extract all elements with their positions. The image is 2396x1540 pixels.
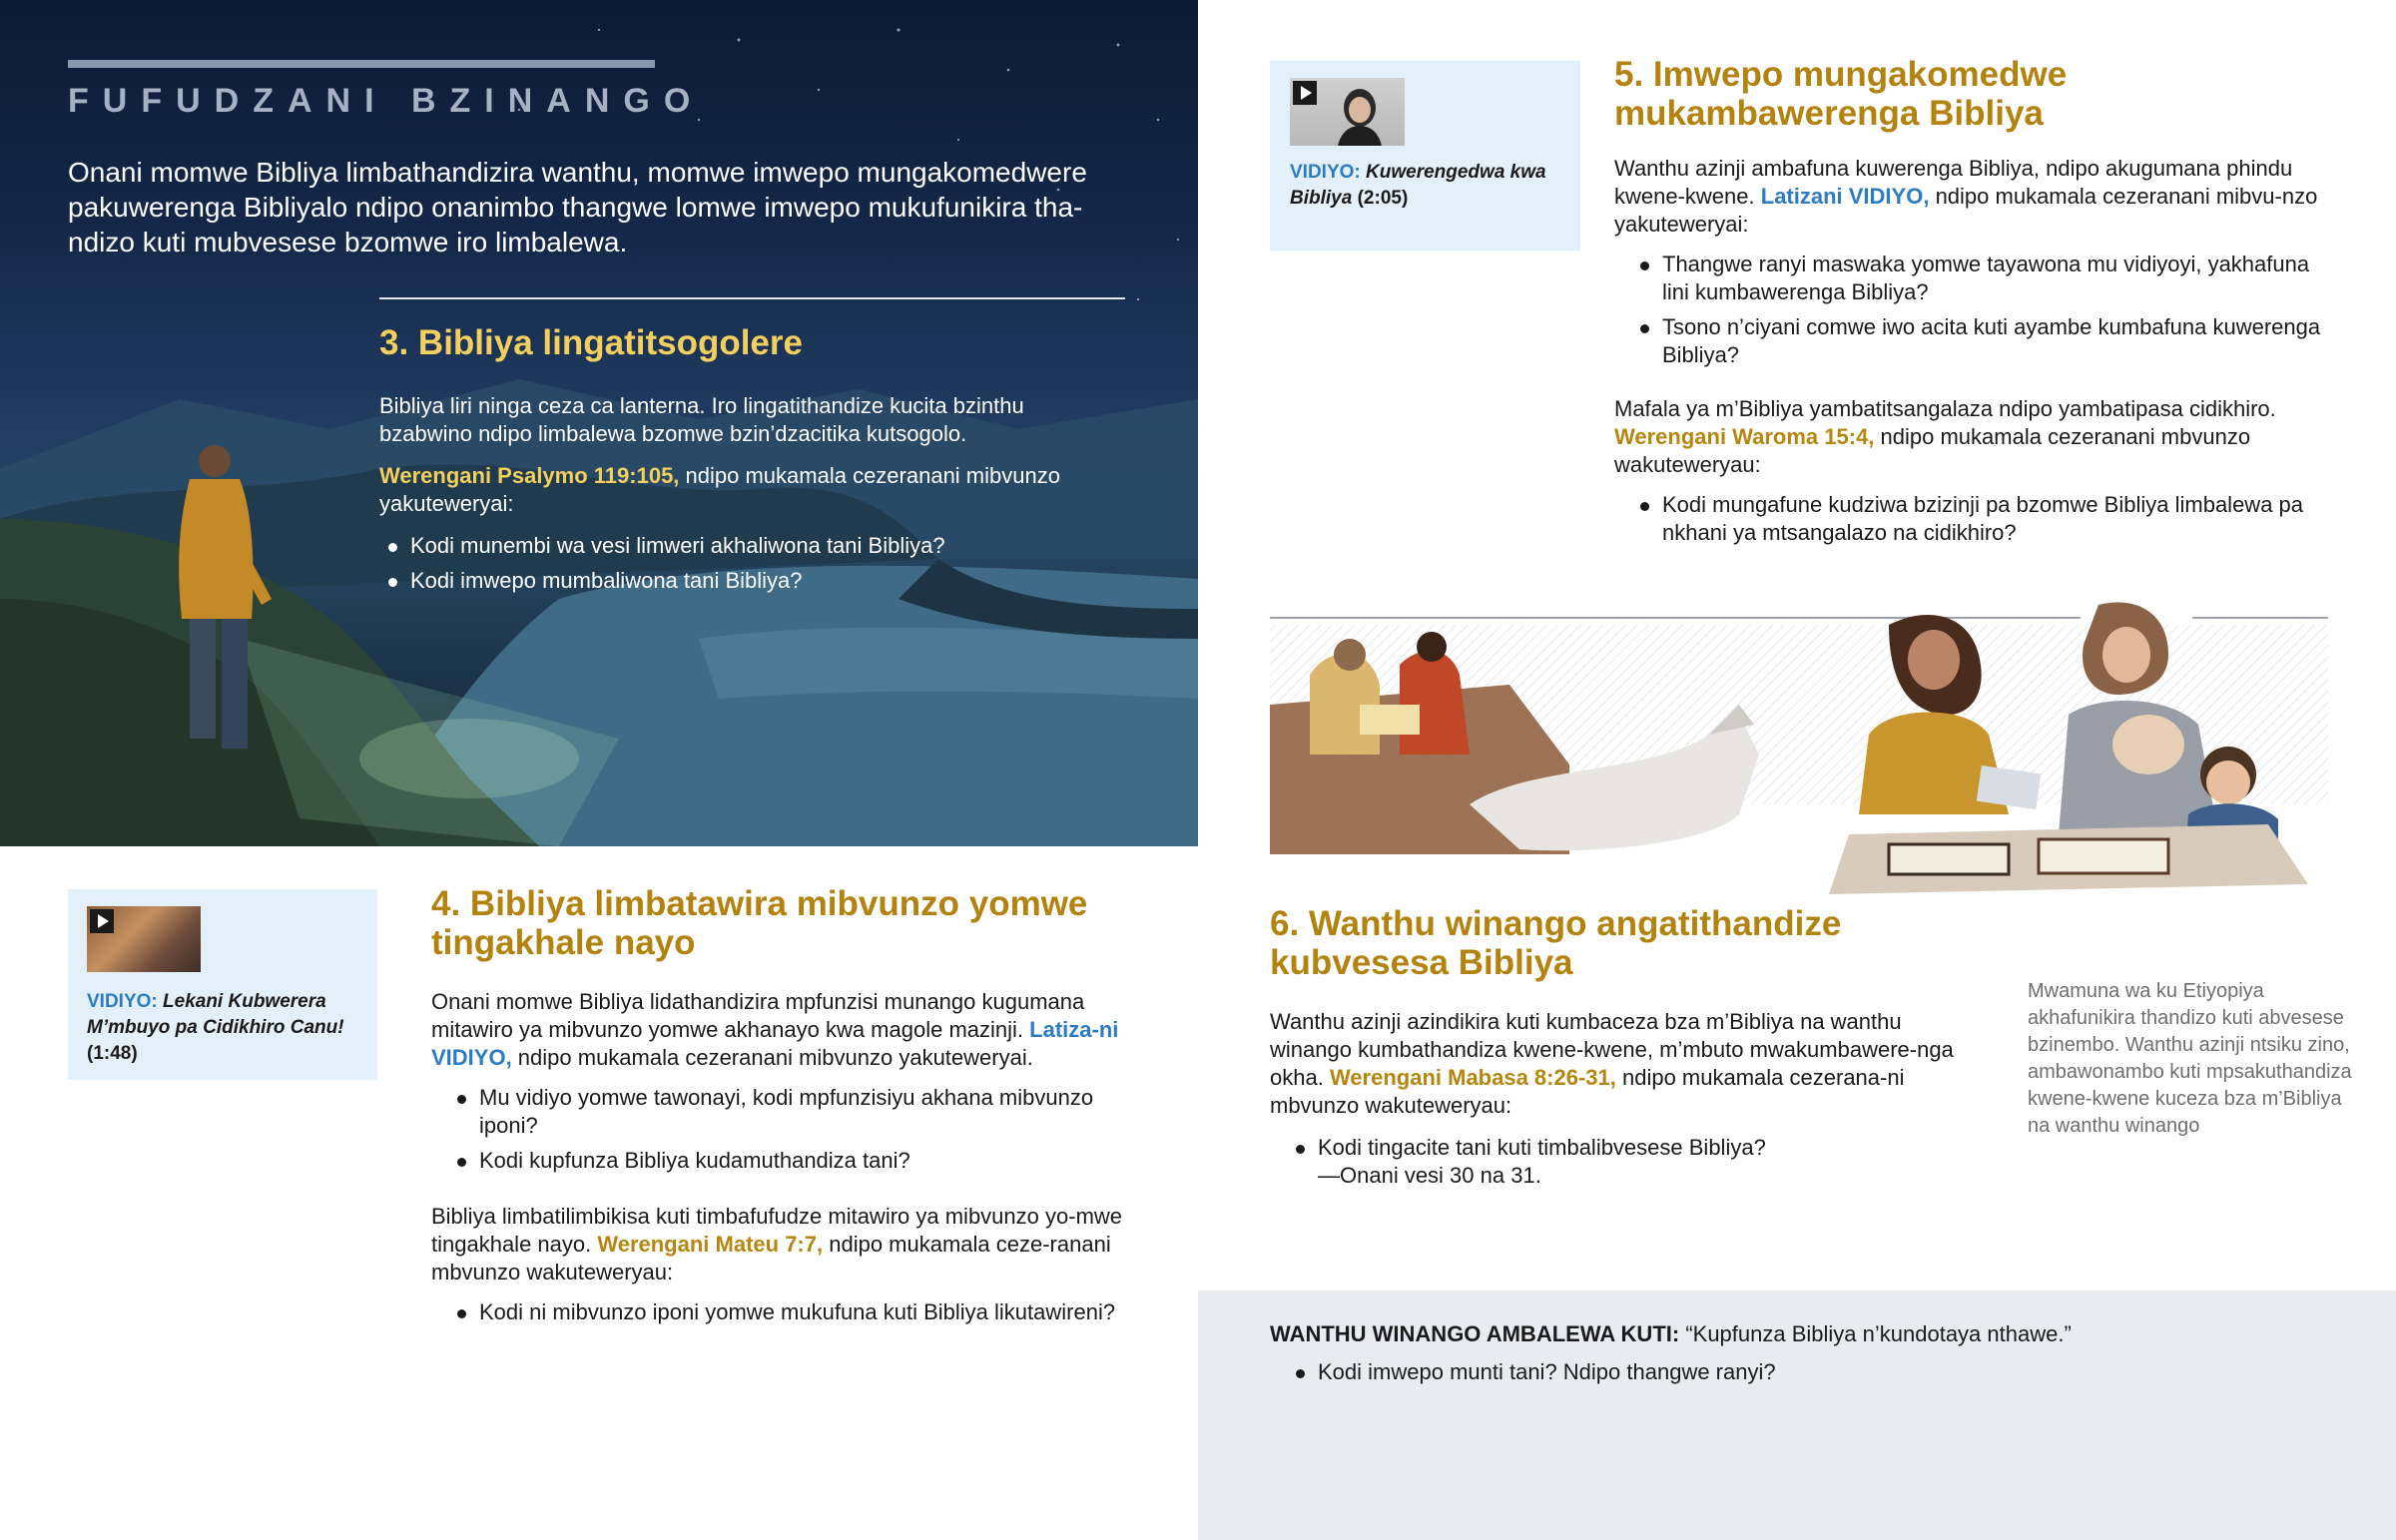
others-say-quote: “Kupfunza Bibliya n’kundotaya nthawe.”: [1679, 1321, 2072, 1346]
section5-questions-1: [1614, 251, 2333, 369]
illustration-scene: [1270, 585, 2328, 914]
play-icon[interactable]: [90, 909, 114, 933]
section4-paragraph1: [431, 988, 1130, 1072]
section5-paragraph1: [1614, 155, 2333, 239]
section4-paragraph2-text: Bibliya limbatilimbikisa kuti timbafufudze mitawiro ya mibvunzo yo-mwe tingakhale nayo.: [431, 1204, 1123, 1257]
video-duration: (2:05): [1357, 188, 1409, 209]
illustration-caption: Mwamuna wa ku Etiyopiya akhafunikira thandizo kuti abvesese bzinembo. Wanthu azinji ntsiku zino, ambawonambo kuti mpsakuthandiza kwene-kwene kuceza bza m’Bibliya na wanthu winango: [2028, 980, 2352, 1137]
section3-paragraph2: [379, 462, 1118, 518]
section6-paragraph1-text-end: ndipo mukamala cezerana-ni mbvunzo wakuteweryau:: [1270, 1065, 1905, 1118]
video-title[interactable]: Kuwerengedwa kwa Bibliya: [1290, 162, 1546, 209]
section5-paragraph2-text-end: ndipo mukamala cezeranani mbvunzo wakuteweryau:: [1614, 424, 2251, 477]
hero-night-scene: [0, 0, 1198, 846]
section5-questions-2: [1614, 491, 2333, 547]
section4-paragraph2-text-end: ndipo mukamala ceze-ranani mbvunzo wakuteweryau:: [431, 1232, 1111, 1284]
question-item: Kodi munembi wa vesi limweri akhaliwona tani Bibliya?: [379, 532, 1118, 560]
section6-paragraph1: [1270, 1008, 1959, 1120]
question-item: Thangwe ranyi maswaka yomwe tayawona mu vidiyoyi, yakhafuna lini kumbawerenga Bibliya?: [1614, 251, 2333, 306]
question-item: Tsono n’ciyani comwe iwo acita kuti ayambe kumbafuna kuwerenga Bibliya?: [1614, 313, 2333, 369]
watch-video-link[interactable]: Latiza-ni VIDIYO,: [431, 1017, 1119, 1070]
question-item: Kodi kupfunza Bibliya kudamuthandiza tani?: [431, 1147, 1130, 1175]
scripture-reference-link[interactable]: Werengani Waroma 15:4,: [1614, 424, 1875, 449]
intro-text: Onani momwe Bibliya limbathandizira wanthu, momwe imwepo mungakomedwere pakuwerenga Bibliyalo ndipo onanimbo thangwe lomwe imwepo mukufunikira tha-ndizo kuti mubvesese bzomwe iro limbalewa.: [68, 157, 1087, 257]
others-say-statement: [1270, 1320, 2308, 1348]
section3-title: 3. Bibliya lingatitsogolere: [379, 323, 803, 362]
scripture-reference-link[interactable]: Werengani Psalymo 119:105,: [379, 463, 680, 488]
others-say-label: WANTHU WINANGO AMBALEWA KUTI:: [1270, 1321, 1680, 1346]
section5-paragraph1-text: Wanthu azinji ambafuna kuwerenga Bibliya, ndipo akugumana phindu kwene-kwene.: [1614, 156, 2293, 209]
video-thumbnail[interactable]: [87, 906, 201, 972]
section6-questions: [1270, 1134, 1959, 1190]
video-thumbnail[interactable]: [1290, 78, 1405, 146]
section3-paragraph2-text: ndipo mukamala cezeranani mibvunzo yakuteweryai:: [379, 463, 1060, 516]
question-item: Kodi imwepo mumbaliwona tani Bibliya?: [379, 567, 1118, 595]
video-card-section5[interactable]: [1270, 61, 1580, 251]
video-title[interactable]: Lekani Kubwerera M’mbuyo pa Cidikhiro Canu!: [87, 991, 344, 1038]
section5-paragraph2: [1614, 395, 2333, 479]
video-caption: [87, 989, 366, 1067]
question-item: Kodi imwepo munti tani? Ndipo thangwe ranyi?: [1270, 1358, 2308, 1386]
play-icon[interactable]: [1293, 81, 1317, 105]
video-caption: [1290, 160, 1569, 212]
scripture-reference-link[interactable]: Werengani Mabasa 8:26-31,: [1329, 1065, 1616, 1090]
question-item: Kodi mungafune kudziwa bzizinji pa bzomwe Bibliya limbalewa pa nkhani ya mtsangalazo na cidikhiro?: [1614, 491, 2333, 547]
section4-paragraph2: [431, 1203, 1130, 1286]
section4-questions-1: [431, 1084, 1130, 1175]
intro-heading-rule: [68, 60, 655, 68]
section5-paragraph2-text: Mafala ya m’Bibliya yambatitsangalaza ndipo yambatipasa cidikhiro.: [1614, 396, 2276, 421]
section3-paragraph1: Bibliya liri ninga ceza ca lanterna. Iro lingatithandize kucita bzinthu bzabwino ndipo limbalewa bzomwe bzin’dzacitika kutsogolo.: [379, 393, 1024, 446]
others-say-content: [1270, 1320, 2308, 1393]
section5-paragraph1-text-end: ndipo mukamala cezeranani mibvu-nzo yakuteweryai:: [1614, 184, 2318, 237]
bible-study-illustration: [1270, 585, 2328, 914]
question-item: Mu vidiyo yomwe tawonayi, kodi mpfunzisiyu akhana mibvunzo iponi?: [431, 1084, 1130, 1140]
question-hint: —Onani vesi 30 na 31.: [1318, 1163, 1541, 1188]
section6-title: 6. Wanthu winango angatithandize kubvesesa Bibliya: [1270, 904, 1842, 982]
video-label: VIDIYO:: [87, 991, 158, 1012]
section6-paragraph1-text: Wanthu azinji azindikira kuti kumbaceza bza m’Bibliya na wanthu winango kumbathandiza kwene-kwene, m’mbuto mwakumbawere-nga okha.: [1270, 1009, 1954, 1090]
section-3: [379, 323, 1118, 602]
others-say-questions: [1270, 1358, 2308, 1386]
section4-paragraph1-text-end: ndipo mukamala cezeranani mibvunzo yakuteweryai.: [511, 1045, 1033, 1070]
video-card-section4[interactable]: [68, 889, 377, 1080]
intro-heading: FUFUDZANI BZINANGO: [68, 82, 705, 120]
video-duration: (1:48): [87, 1043, 138, 1064]
video-label: VIDIYO:: [1290, 162, 1361, 183]
watch-video-link[interactable]: Latizani VIDIYO,: [1760, 184, 1930, 209]
section3-questions: [379, 532, 1118, 595]
section5-title: 5. Imwepo mungakomedwe mukambawerenga Bibliya: [1614, 55, 2068, 133]
section4-title: 4. Bibliya limbatawira mibvunzo yomwe tingakhale nayo: [431, 884, 1088, 962]
section3-divider: [379, 297, 1125, 299]
scripture-reference-link[interactable]: Werengani Mateu 7:7,: [597, 1232, 824, 1257]
question-item: [1270, 1134, 1959, 1190]
section-4: [431, 884, 1130, 1333]
section4-questions-2: [431, 1298, 1130, 1326]
section-5: [1614, 55, 2333, 554]
section4-paragraph1-text: Onani momwe Bibliya lidathandizira mpfunzisi munango kugumana mitawiro ya mibvunzo yomwe akhanayo kwa magole mazinji.: [431, 989, 1085, 1042]
question-item: Kodi ni mibvunzo iponi yomwe mukufuna kuti Bibliya likutawireni?: [431, 1298, 1130, 1326]
question-text: Kodi tingacite tani kuti timbalibvesese Bibliya?: [1318, 1135, 1766, 1160]
section-6: [1270, 904, 1959, 1197]
